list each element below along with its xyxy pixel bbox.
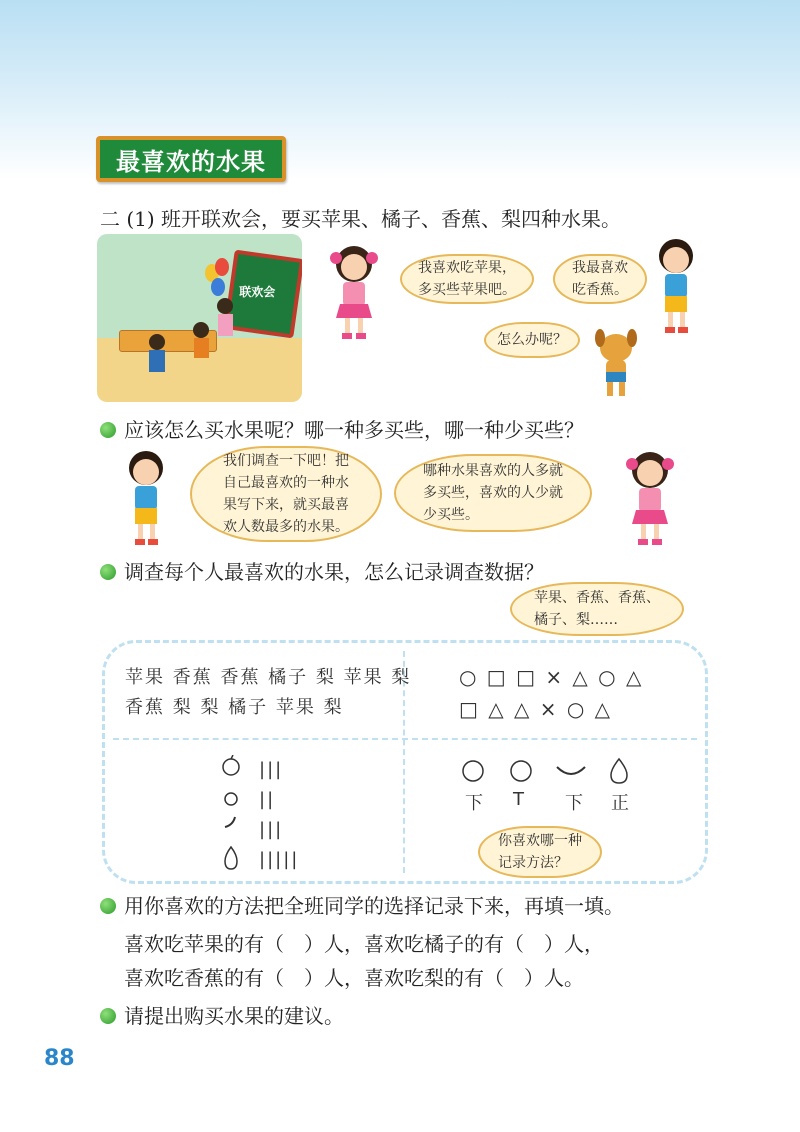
speech-bubble-boy-banana (553, 254, 647, 304)
tally-banana: ||| (259, 819, 284, 840)
shapes-record-row-2: □ △ △ × ○ △ (459, 697, 613, 721)
bubble-line: 少买些。 (423, 507, 479, 523)
tally-pear: ||||| (259, 849, 300, 870)
classroom-illustration (97, 234, 302, 402)
pear-icon (611, 759, 627, 783)
page-number: 88 (44, 1046, 75, 1071)
green-bullet-icon (100, 898, 116, 914)
question-1 (100, 414, 584, 443)
question-4 (100, 1000, 344, 1029)
question-3-text: 用你喜欢的方法把全班同学的选择记录下来，再填一填。 (124, 894, 624, 918)
boy-character-2 (120, 446, 174, 548)
bubble-line: 自己最喜欢的一种水 (223, 475, 349, 491)
bubble-line: 哪种水果喜欢的人多就 (423, 463, 563, 479)
question-1-text: 应该怎么买水果呢？哪一种多买些，哪一种少买些？ (124, 418, 584, 442)
recording-methods-panel (102, 640, 708, 884)
apple-icon (463, 761, 483, 781)
pear-icon (225, 847, 237, 869)
bubble-line: 记录方法？ (498, 855, 568, 871)
bubble-line: 橘子、梨…… (534, 612, 618, 628)
section-title-box (96, 136, 286, 182)
fruit-icons-tally (217, 755, 247, 875)
speech-bubble-record-hint (510, 582, 684, 636)
question-4-text: 请提出购买水果的建议。 (124, 1004, 344, 1028)
orange-icon (511, 761, 531, 781)
apple-stem (231, 755, 233, 759)
fruit-icons-zheng (459, 755, 639, 785)
girl-character-2 (622, 446, 678, 548)
bubble-line: 我喜欢吃苹果， (418, 260, 516, 276)
intro-text: 二 (1) 班开联欢会，要买苹果、橘子、香蕉、梨四种水果。 (100, 207, 622, 231)
question-2-text: 调查每个人最喜欢的水果，怎么记录调查数据？ (124, 560, 544, 584)
bubble-line: 多买些苹果吧。 (418, 282, 516, 298)
bubble-line: 果写下来，就买最喜 (223, 497, 349, 513)
boy-character (650, 234, 704, 338)
divider-horizontal (113, 738, 697, 740)
speech-bubble-survey (190, 446, 382, 542)
bubble-line: 你喜欢哪一种 (498, 833, 582, 849)
dog-character (588, 328, 644, 402)
green-bullet-icon (100, 1008, 116, 1024)
speech-bubble-buy-more (394, 454, 592, 532)
bubble-line: 我们调查一下吧！把 (223, 453, 349, 469)
bubble-line: 苹果、香蕉、香蕉、 (534, 590, 660, 606)
bubble-line: 欢人数最多的水果。 (223, 519, 349, 535)
speech-bubble-dog (484, 322, 580, 358)
bubble-line: 怎么办呢？ (497, 332, 567, 348)
tally-orange: || (259, 789, 276, 810)
bubble-line: 吃香蕉。 (572, 282, 628, 298)
fill-in-line-2: 喜欢吃香蕉的有（ ）人，喜欢吃梨的有（ ）人。 (124, 966, 584, 990)
question-3 (100, 890, 624, 919)
tally-apple: ||| (259, 759, 284, 780)
section-title: 最喜欢的水果 (100, 140, 282, 178)
bubble-line: 多买些，喜欢的人少就 (423, 485, 563, 501)
zheng-pear: 正 (611, 793, 631, 814)
speech-bubble-choose-method (478, 826, 602, 878)
shapes-record-row-1: ○ □ □ × △ ○ △ (459, 665, 644, 689)
apple-icon (223, 759, 239, 775)
bubble-line: 我最喜欢 (572, 260, 628, 276)
girl-character (326, 240, 382, 342)
banana-icon (225, 817, 235, 827)
zheng-orange: T (513, 789, 526, 810)
question-2 (100, 556, 544, 585)
green-bullet-icon (100, 422, 116, 438)
children-figures (97, 234, 302, 402)
party-board-label: 联欢会 (239, 285, 276, 300)
zheng-apple: 下 (465, 793, 485, 814)
orange-icon (225, 793, 237, 805)
banana-icon (557, 767, 585, 774)
green-bullet-icon (100, 564, 116, 580)
zheng-banana: 下 (565, 793, 585, 814)
fill-in-line-1: 喜欢吃苹果的有（ ）人，喜欢吃橘子的有（ ）人， (124, 932, 604, 956)
words-record-row-2: 香蕉 梨 梨 橘子 苹果 梨 (125, 697, 344, 718)
words-record-row-1: 苹果 香蕉 香蕉 橘子 梨 苹果 梨 (125, 667, 412, 688)
speech-bubble-girl-apple (400, 254, 534, 304)
